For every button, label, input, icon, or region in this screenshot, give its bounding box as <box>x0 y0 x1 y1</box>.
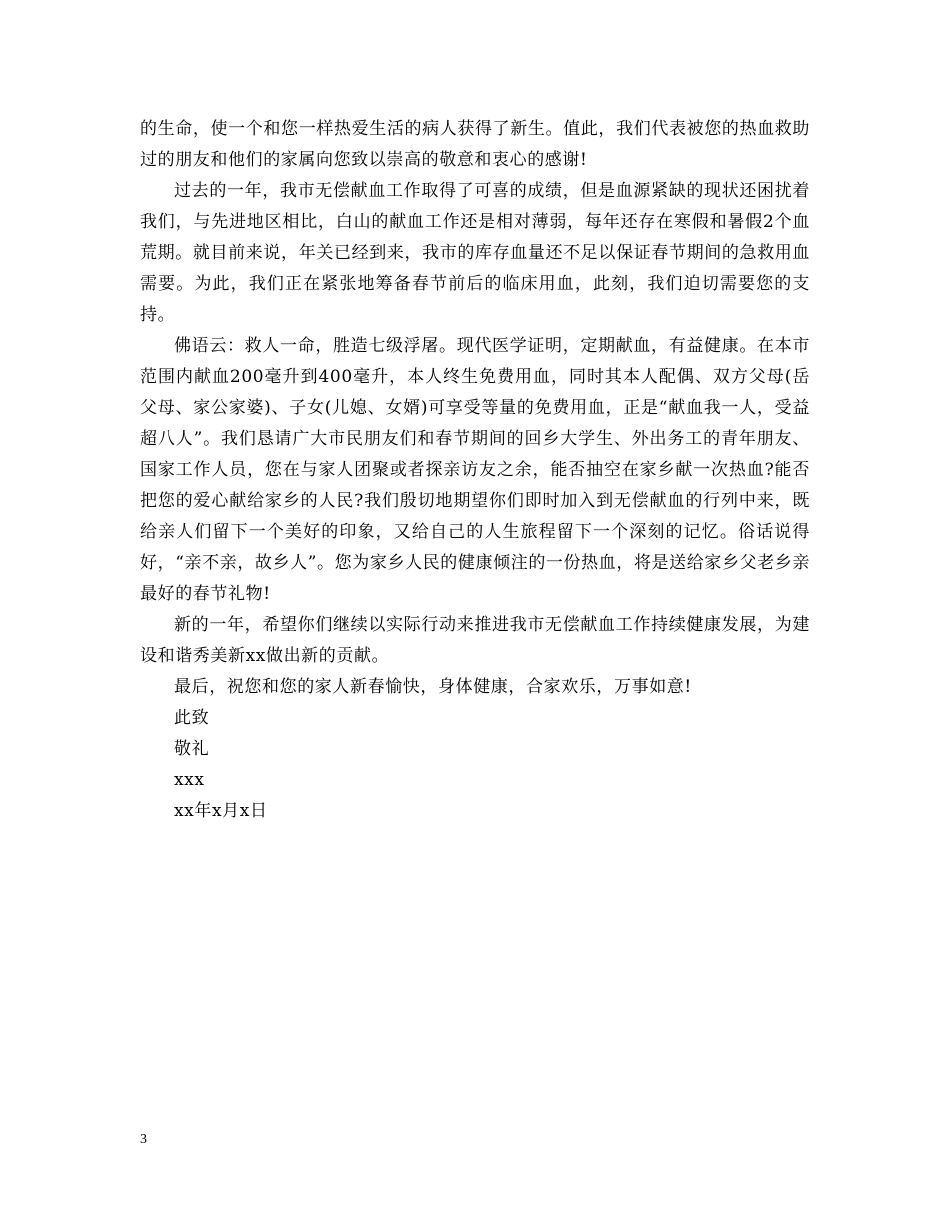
letter-date: xx年x月x日 <box>174 801 268 821</box>
paragraph-new-year: 新的一年，希望你们继续以实际行动来推进我市无偿献血工作持续健康发展，为建设和谐秀美新xx做出新的贡献。 <box>140 615 810 666</box>
closing-salutation: 此致 <box>174 708 210 728</box>
paragraph-wishes: 最后，祝您和您的家人新春愉快，身体健康，合家欢乐，万事如意! <box>174 677 692 697</box>
paragraph-blood-shortage: 过去的一年，我市无偿献血工作取得了可喜的成绩，但是血源紧缺的现状还困扰着我们，与先进地区相比，白山的献血工作还是相对薄弱，每年还存在寒假和暑假2个血荒期。就目前来说，年关已经到来，我市的库存血量还不足以保证春节期间的急救用血需要。为此，我们正在紧张地筹备春节前后的临床用血，此刻，我们迫切需要您的支持。 <box>140 181 810 325</box>
paragraph-continuation: 的生命，使一个和您一样热爱生活的病人获得了新生。值此，我们代表被您的热血救助过的朋友和他们的家属向您致以崇高的敬意和衷心的感谢! <box>140 119 810 170</box>
closing-regards: 敬礼 <box>174 739 210 759</box>
letter-body <box>140 114 810 827</box>
page-number: 3 <box>140 1132 147 1147</box>
signature: xxx <box>174 770 205 790</box>
paragraph-appeal: 佛语云：救人一命，胜造七级浮屠。现代医学证明，定期献血，有益健康。在本市范围内献血200毫升到400毫升，本人终生免费用血，同时其本人配偶、双方父母(岳父母、家公家婆)、子女(儿媳、女婿)可享受等量的免费用血，正是“献血我一人，受益超八人”。我们恳请广大市民朋友们和春节期间的回乡大学生、外出务工的青年朋友、国家工作人员，您在与家人团聚或者探亲访友之余，能否抽空在家乡献一次热血?能否把您的爱心献给家乡的人民?我们殷切地期望你们即时加入到无偿献血的行列中来，既给亲人们留下一个美好的印象，又给自己的人生旅程留下一个深刻的记忆。俗话说得好，“亲不亲，故乡人”。您为家乡人民的健康倾注的一份热血，将是送给家乡父老乡亲最好的春节礼物! <box>140 336 810 604</box>
